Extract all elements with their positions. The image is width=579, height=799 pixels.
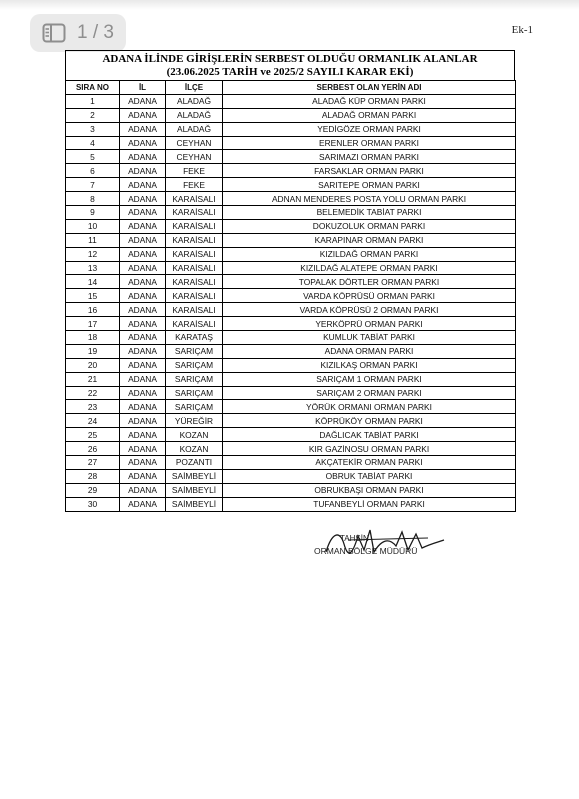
signature-name: TAHSİN xyxy=(340,534,369,543)
cell-ilce: ALADAĞ xyxy=(166,94,223,108)
cell-ilce: KARAİSALI xyxy=(166,275,223,289)
cell-yer-adi: YEDİGÖZE ORMAN PARKI xyxy=(223,122,516,136)
cell-ilce: KARAİSALI xyxy=(166,247,223,261)
cell-ilce: POZANTI xyxy=(166,456,223,470)
cell-il: ADANA xyxy=(120,233,166,247)
cell-sira-no: 21 xyxy=(66,372,120,386)
cell-il: ADANA xyxy=(120,247,166,261)
cell-yer-adi: KIZILDAĞ ORMAN PARKI xyxy=(223,247,516,261)
cell-il: ADANA xyxy=(120,372,166,386)
cell-sira-no: 30 xyxy=(66,497,120,511)
header-sira-no: SIRA NO xyxy=(66,81,120,95)
table-row xyxy=(66,136,516,150)
cell-sira-no: 10 xyxy=(66,219,120,233)
header-yer-adi: SERBEST OLAN YERİN ADI xyxy=(223,81,516,95)
cell-il: ADANA xyxy=(120,164,166,178)
cell-ilce: SARIÇAM xyxy=(166,372,223,386)
cell-ilce: KARAİSALI xyxy=(166,219,223,233)
table-row xyxy=(66,344,516,358)
table-row xyxy=(66,164,516,178)
cell-sira-no: 20 xyxy=(66,358,120,372)
cell-sira-no: 18 xyxy=(66,331,120,345)
cell-il: ADANA xyxy=(120,136,166,150)
cell-sira-no: 15 xyxy=(66,289,120,303)
cell-sira-no: 27 xyxy=(66,456,120,470)
cell-yer-adi: SARIMAZI ORMAN PARKI xyxy=(223,150,516,164)
table-row xyxy=(66,497,516,511)
cell-sira-no: 12 xyxy=(66,247,120,261)
table-row xyxy=(66,233,516,247)
header-ilce: İLÇE xyxy=(166,81,223,95)
cell-sira-no: 7 xyxy=(66,178,120,192)
signature-title: ORMAN BÖLGE MÜDÜRÜ xyxy=(314,546,418,556)
cell-sira-no: 4 xyxy=(66,136,120,150)
cell-ilce: KARAİSALI xyxy=(166,192,223,206)
header-il: İL xyxy=(120,81,166,95)
cell-yer-adi: KIZILKAŞ ORMAN PARKI xyxy=(223,358,516,372)
cell-il: ADANA xyxy=(120,497,166,511)
cell-il: ADANA xyxy=(120,219,166,233)
cell-ilce: SARIÇAM xyxy=(166,344,223,358)
cell-ilce: SARIÇAM xyxy=(166,358,223,372)
cell-il: ADANA xyxy=(120,469,166,483)
table-row xyxy=(66,400,516,414)
cell-sira-no: 11 xyxy=(66,233,120,247)
cell-ilce: KARAİSALI xyxy=(166,206,223,220)
cell-il: ADANA xyxy=(120,108,166,122)
cell-il: ADANA xyxy=(120,206,166,220)
cell-sira-no: 14 xyxy=(66,275,120,289)
table-row xyxy=(66,206,516,220)
cell-yer-adi: BELEMEDİK TABİAT PARKI xyxy=(223,206,516,220)
cell-il: ADANA xyxy=(120,442,166,456)
cell-yer-adi: OBRUKBAŞI ORMAN PARKI xyxy=(223,483,516,497)
cell-sira-no: 22 xyxy=(66,386,120,400)
cell-ilce: KARAİSALI xyxy=(166,303,223,317)
table-row xyxy=(66,275,516,289)
table-row xyxy=(66,414,516,428)
cell-ilce: KARAİSALI xyxy=(166,261,223,275)
cell-sira-no: 6 xyxy=(66,164,120,178)
cell-yer-adi: KIR GAZİNOSU ORMAN PARKI xyxy=(223,442,516,456)
cell-yer-adi: ALADAĞ KÜP ORMAN PARKI xyxy=(223,94,516,108)
cell-ilce: CEYHAN xyxy=(166,136,223,150)
cell-yer-adi: ADANA ORMAN PARKI xyxy=(223,344,516,358)
cell-il: ADANA xyxy=(120,317,166,331)
cell-sira-no: 9 xyxy=(66,206,120,220)
cell-sira-no: 23 xyxy=(66,400,120,414)
cell-yer-adi: SARIÇAM 2 ORMAN PARKI xyxy=(223,386,516,400)
table-row xyxy=(66,150,516,164)
cell-il: ADANA xyxy=(120,358,166,372)
table-row xyxy=(66,289,516,303)
cell-ilce: KARAİSALI xyxy=(166,317,223,331)
table-row xyxy=(66,261,516,275)
document-title xyxy=(65,50,515,80)
cell-il: ADANA xyxy=(120,122,166,136)
cell-sira-no: 25 xyxy=(66,428,120,442)
cell-il: ADANA xyxy=(120,456,166,470)
cell-yer-adi: ERENLER ORMAN PARKI xyxy=(223,136,516,150)
table-row xyxy=(66,456,516,470)
page-top-shadow xyxy=(0,0,579,10)
cell-ilce: SAİMBEYLİ xyxy=(166,497,223,511)
cell-ilce: KOZAN xyxy=(166,428,223,442)
cell-il: ADANA xyxy=(120,289,166,303)
cell-il: ADANA xyxy=(120,192,166,206)
cell-yer-adi: KARAPINAR ORMAN PARKI xyxy=(223,233,516,247)
cell-yer-adi: KIZILDAĞ ALATEPE ORMAN PARKI xyxy=(223,261,516,275)
cell-sira-no: 3 xyxy=(66,122,120,136)
cell-ilce: KARAİSALI xyxy=(166,289,223,303)
table-row xyxy=(66,331,516,345)
cell-sira-no: 26 xyxy=(66,442,120,456)
cell-sira-no: 2 xyxy=(66,108,120,122)
cell-yer-adi: VARDA KÖPRÜSÜ ORMAN PARKI xyxy=(223,289,516,303)
signature-block xyxy=(300,522,460,582)
cell-yer-adi: AKÇATEKİR ORMAN PARKI xyxy=(223,456,516,470)
annex-label: Ek-1 xyxy=(511,24,533,36)
title-line-2: (23.06.2025 TARİH ve 2025/2 SAYILI KARAR EKİ) xyxy=(166,66,414,78)
page-number-text: 1 / 3 xyxy=(77,22,114,43)
cell-il: ADANA xyxy=(120,428,166,442)
cell-ilce: CEYHAN xyxy=(166,150,223,164)
cell-il: ADANA xyxy=(120,303,166,317)
cell-yer-adi: OBRUK TABİAT PARKI xyxy=(223,469,516,483)
table-row xyxy=(66,94,516,108)
table-row xyxy=(66,386,516,400)
cell-yer-adi: DAĞLICAK TABİAT PARKI xyxy=(223,428,516,442)
table-row xyxy=(66,358,516,372)
title-line-1: ADANA İLİNDE GİRİŞLERİN SERBEST OLDUĞU ORMANLIK ALANLAR xyxy=(102,53,478,65)
cell-il: ADANA xyxy=(120,483,166,497)
cell-ilce: ALADAĞ xyxy=(166,122,223,136)
cell-sira-no: 1 xyxy=(66,94,120,108)
cell-yer-adi: ADNAN MENDERES POSTA YOLU ORMAN PARKI xyxy=(223,192,516,206)
cell-ilce: FEKE xyxy=(166,164,223,178)
cell-sira-no: 17 xyxy=(66,317,120,331)
cell-ilce: KARAİSALI xyxy=(166,233,223,247)
table-row xyxy=(66,317,516,331)
cell-yer-adi: TUFANBEYLİ ORMAN PARKI xyxy=(223,497,516,511)
table-row xyxy=(66,219,516,233)
cell-il: ADANA xyxy=(120,261,166,275)
cell-yer-adi: SARIÇAM 1 ORMAN PARKI xyxy=(223,372,516,386)
table-row xyxy=(66,442,516,456)
cell-ilce: ALADAĞ xyxy=(166,108,223,122)
cell-ilce: FEKE xyxy=(166,178,223,192)
cell-sira-no: 19 xyxy=(66,344,120,358)
cell-il: ADANA xyxy=(120,400,166,414)
table-row xyxy=(66,108,516,122)
cell-sira-no: 13 xyxy=(66,261,120,275)
cell-il: ADANA xyxy=(120,344,166,358)
page-indicator-button[interactable] xyxy=(30,14,126,52)
cell-sira-no: 16 xyxy=(66,303,120,317)
cell-il: ADANA xyxy=(120,94,166,108)
table-row xyxy=(66,178,516,192)
cell-ilce: KARATAŞ xyxy=(166,331,223,345)
cell-ilce: SARIÇAM xyxy=(166,400,223,414)
table-row xyxy=(66,247,516,261)
cell-sira-no: 5 xyxy=(66,150,120,164)
cell-yer-adi: ALADAĞ ORMAN PARKI xyxy=(223,108,516,122)
cell-yer-adi: FARSAKLAR ORMAN PARKI xyxy=(223,164,516,178)
cell-sira-no: 28 xyxy=(66,469,120,483)
document-sheet xyxy=(65,50,515,512)
table-row xyxy=(66,483,516,497)
cell-ilce: SAİMBEYLİ xyxy=(166,483,223,497)
cell-yer-adi: VARDA KÖPRÜSÜ 2 ORMAN PARKI xyxy=(223,303,516,317)
table-row xyxy=(66,192,516,206)
cell-il: ADANA xyxy=(120,414,166,428)
cell-yer-adi: DOKUZOLUK ORMAN PARKI xyxy=(223,219,516,233)
table-row xyxy=(66,122,516,136)
cell-yer-adi: SARITEPE ORMAN PARKI xyxy=(223,178,516,192)
cell-yer-adi: YERKÖPRÜ ORMAN PARKI xyxy=(223,317,516,331)
cell-il: ADANA xyxy=(120,386,166,400)
cell-sira-no: 24 xyxy=(66,414,120,428)
cell-ilce: KOZAN xyxy=(166,442,223,456)
cell-ilce: SAİMBEYLİ xyxy=(166,469,223,483)
forest-areas-table xyxy=(65,80,516,512)
table-row xyxy=(66,469,516,483)
cell-il: ADANA xyxy=(120,178,166,192)
table-row xyxy=(66,372,516,386)
cell-il: ADANA xyxy=(120,150,166,164)
cell-sira-no: 8 xyxy=(66,192,120,206)
cell-yer-adi: YÖRÜK ORMANI ORMAN PARKI xyxy=(223,400,516,414)
table-row xyxy=(66,303,516,317)
cell-sira-no: 29 xyxy=(66,483,120,497)
cell-il: ADANA xyxy=(120,331,166,345)
cell-yer-adi: TOPALAK DÖRTLER ORMAN PARKI xyxy=(223,275,516,289)
cell-il: ADANA xyxy=(120,275,166,289)
cell-ilce: SARIÇAM xyxy=(166,386,223,400)
cell-yer-adi: KÖPRÜKÖY ORMAN PARKI xyxy=(223,414,516,428)
table-header-row xyxy=(66,81,516,95)
sidebar-toggle-icon[interactable] xyxy=(42,23,66,43)
cell-ilce: YÜREĞİR xyxy=(166,414,223,428)
table-row xyxy=(66,428,516,442)
signature-scribble xyxy=(318,522,448,562)
cell-yer-adi: KUMLUK TABİAT PARKI xyxy=(223,331,516,345)
